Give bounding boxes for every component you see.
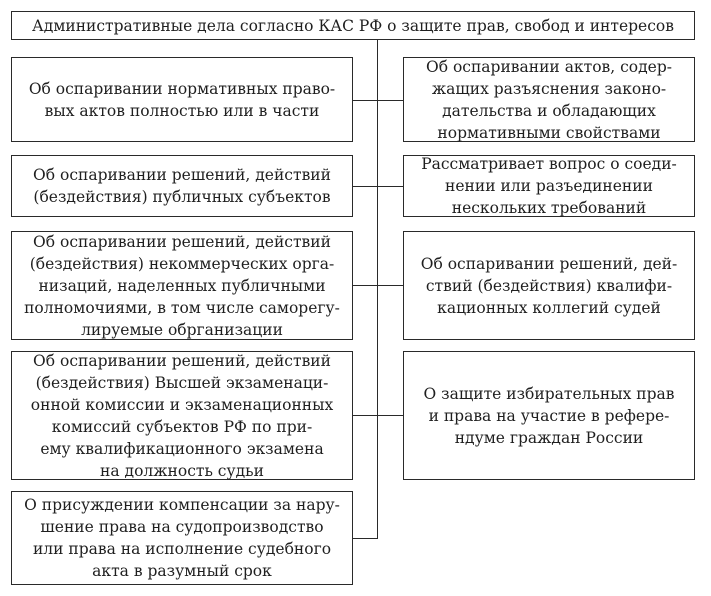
title-text: Административные дела согласно КАС РФ о защите прав, свобод и интересов	[32, 16, 674, 35]
left-box-3-text: Об оспаривании решений, действий (бездействия) некоммерческих орга- низаций, наделенных публичными полномочиями, в том числе саморегу- лируемые обрганизации	[24, 232, 340, 339]
right-box-2-text: Рассматривает вопрос о соеди- нении или разъединении нескольких требований	[421, 155, 677, 217]
left-box-2-text: Об оспаривании решений, действий (бездействия) публичных субъектов	[33, 166, 331, 206]
connector-right-3	[377, 285, 404, 286]
left-box-1-text: Об оспаривании нормативных право- вых актов полностью или в части	[28, 79, 336, 120]
connector-left-3	[352, 285, 378, 286]
trunk-line	[377, 39, 378, 539]
left-box-2	[11, 155, 353, 217]
left-box-5-text: О присуждении компенсации за нару- шение права на судопроизводство или права на исполнение судебного акта в разумный срок	[24, 496, 340, 580]
left-box-5	[11, 491, 353, 585]
right-box-1	[403, 57, 695, 142]
connector-left-4	[352, 415, 378, 416]
connector-right-4	[377, 415, 404, 416]
left-box-4	[11, 351, 353, 480]
connector-left-2	[352, 186, 378, 187]
connector-right-2	[377, 186, 404, 187]
connector-left-5	[352, 538, 378, 539]
connector-left-1	[352, 100, 378, 101]
right-box-1-text: Об оспаривании актов, содер- жащих разъяснения законо- дательства и обладающих нормативными свойствами	[426, 57, 672, 142]
right-box-3-text: Об оспаривании решений, дей- ствий (бездействия) квалифи- кационных коллегий судей	[420, 254, 678, 317]
left-box-3	[11, 231, 353, 340]
connector-right-1	[377, 100, 404, 101]
title-box	[11, 11, 695, 40]
right-box-4	[403, 351, 695, 480]
left-box-1	[11, 57, 353, 142]
right-box-2	[403, 155, 695, 217]
right-box-3	[403, 231, 695, 340]
left-box-4-text: Об оспаривании решений, действий (бездействия) Высшей экзаменаци- онной комиссии и экзаменационных комиссий субъектов РФ по при- ему квалификационного экзамена на должность судьи	[30, 351, 334, 480]
right-box-4-text: О защите избирательных прав и права на участие в рефере- ндуме граждан России	[423, 384, 675, 447]
